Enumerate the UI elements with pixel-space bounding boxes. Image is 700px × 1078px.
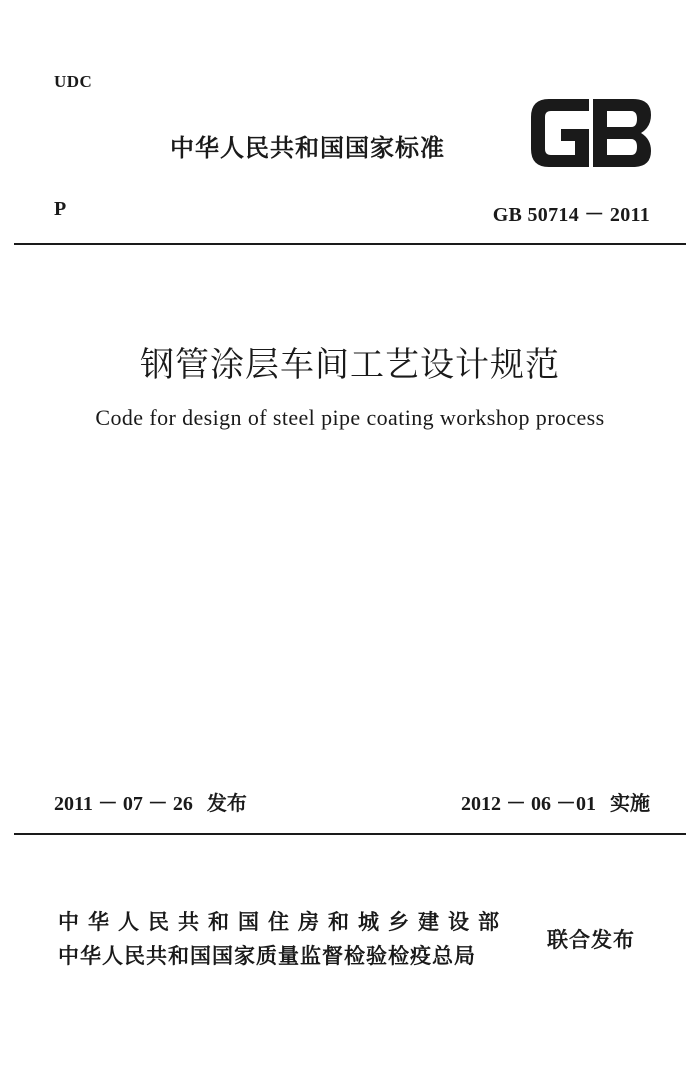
national-standard-heading: 中华人民共和国国家标准 <box>170 134 445 162</box>
issue-date: 2011 － 07 － 26 <box>54 793 193 815</box>
issuer-ministry: 中华人民共和国住房和城乡建设部 <box>58 910 508 934</box>
issue-date-line <box>54 787 247 816</box>
effective-label: 实施 <box>610 791 650 815</box>
title-english: Code for design of steel pipe coating workshop process <box>95 405 605 430</box>
category-letter: P <box>54 198 67 220</box>
title-chinese: 钢管涂层车间工艺设计规范 <box>140 345 560 385</box>
issue-label: 发布 <box>206 791 247 815</box>
udc-label: UDC <box>54 72 93 91</box>
issuer-aqsiq: 中华人民共和国国家质量监督检验检疫总局 <box>58 944 476 968</box>
top-divider <box>14 243 686 245</box>
standard-code: GB 50714 － 2011 <box>492 204 650 226</box>
joint-issue-label: 联合发布 <box>547 928 635 952</box>
gb-logo-icon <box>527 93 655 173</box>
effective-date-line <box>461 787 650 816</box>
bottom-divider <box>14 833 686 835</box>
effective-date: 2012 － 06 －01 <box>461 793 596 815</box>
